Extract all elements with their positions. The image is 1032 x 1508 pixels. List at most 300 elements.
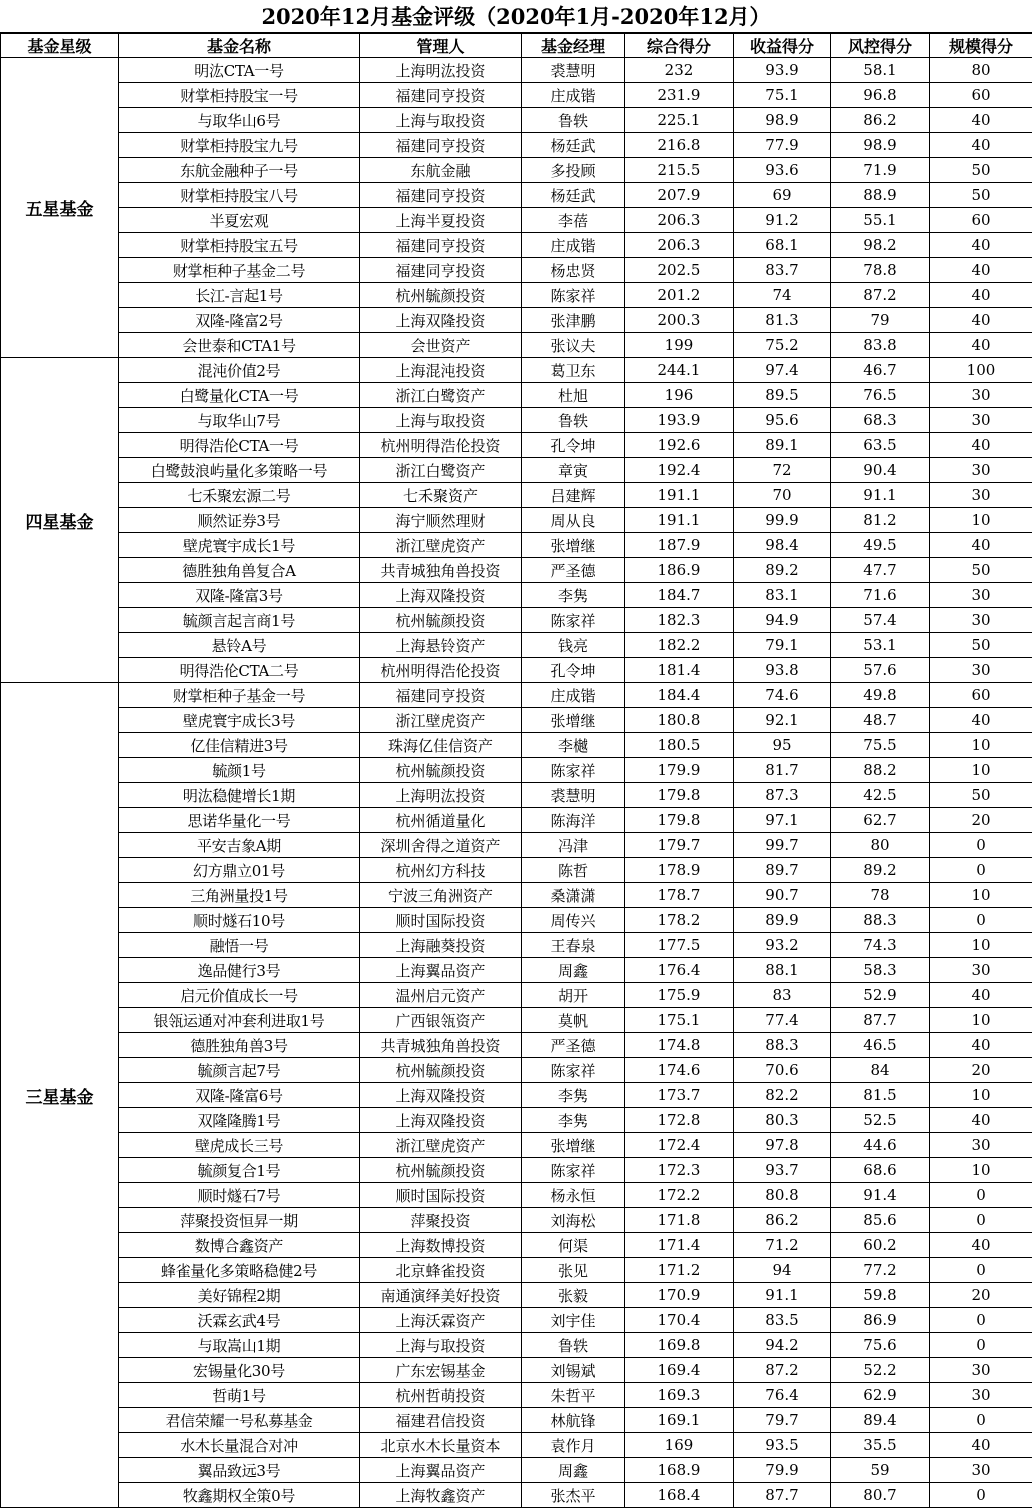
fund-name-cell: 财掌柜持股宝八号 [119,183,360,208]
table-row [1,958,1032,983]
scale-score-cell: 50 [930,183,1032,208]
manager-cell: 福建同亨投资 [360,83,522,108]
manager-cell: 上海明汯投资 [360,58,522,83]
star-level-cell: 四星基金 [1,358,119,683]
return-score-cell: 97.8 [734,1133,831,1158]
table-row [1,683,1032,708]
manager-cell: 顺时国际投资 [360,908,522,933]
table-row [1,208,1032,233]
table-row [1,1083,1032,1108]
total-score-cell: 175.1 [625,1008,734,1033]
fund-manager-cell: 杨忠贤 [522,258,625,283]
total-score-cell: 169.4 [625,1358,734,1383]
risk-score-cell: 59 [831,1458,930,1483]
table-row [1,83,1032,108]
fund-manager-cell: 李隽 [522,1083,625,1108]
manager-cell: 浙江壁虎资产 [360,533,522,558]
risk-score-cell: 62.9 [831,1383,930,1408]
risk-score-cell: 35.5 [831,1433,930,1458]
risk-score-cell: 84 [831,1058,930,1083]
fund-name-cell: 与取嵩山1期 [119,1333,360,1358]
table-row [1,1483,1032,1508]
table-row [1,233,1032,258]
fund-name-cell: 翼品致远3号 [119,1458,360,1483]
total-score-cell: 169.8 [625,1333,734,1358]
manager-cell: 上海双隆投资 [360,583,522,608]
fund-manager-cell: 鲁轶 [522,1333,625,1358]
scale-score-cell: 20 [930,1283,1032,1308]
table-row [1,983,1032,1008]
manager-cell: 杭州明得浩伦投资 [360,658,522,683]
total-score-cell: 172.2 [625,1183,734,1208]
total-score-cell: 192.4 [625,458,734,483]
fund-manager-cell: 陈海洋 [522,808,625,833]
scale-score-cell: 10 [930,1008,1032,1033]
manager-cell: 杭州幻方科技 [360,858,522,883]
manager-cell: 上海牧鑫资产 [360,1483,522,1508]
fund-manager-cell: 杨永恒 [522,1183,625,1208]
total-score-cell: 231.9 [625,83,734,108]
table-row [1,508,1032,533]
table-row [1,1033,1032,1058]
risk-score-cell: 49.5 [831,533,930,558]
fund-manager-cell: 张增继 [522,533,625,558]
scale-score-cell: 50 [930,558,1032,583]
fund-manager-cell: 杨廷武 [522,133,625,158]
risk-score-cell: 71.9 [831,158,930,183]
manager-cell: 北京蜂雀投资 [360,1258,522,1283]
risk-score-cell: 52.2 [831,1358,930,1383]
scale-score-cell: 30 [930,1383,1032,1408]
manager-cell: 杭州毓颜投资 [360,1158,522,1183]
risk-score-cell: 81.5 [831,1083,930,1108]
return-score-cell: 74 [734,283,831,308]
scale-score-cell: 0 [930,1258,1032,1283]
fund-name-cell: 双隆隆腾1号 [119,1108,360,1133]
return-score-cell: 88.3 [734,1033,831,1058]
fund-name-cell: 数博合鑫资产 [119,1233,360,1258]
manager-cell: 东航金融 [360,158,522,183]
total-score-cell: 171.2 [625,1258,734,1283]
scale-score-cell: 30 [930,608,1032,633]
table-row [1,1158,1032,1183]
fund-manager-cell: 林航锋 [522,1408,625,1433]
table-row [1,458,1032,483]
fund-manager-cell: 陈家祥 [522,758,625,783]
fund-name-cell: 银瓴运通对冲套利进取1号 [119,1008,360,1033]
manager-cell: 南通演绎美好投资 [360,1283,522,1308]
fund-manager-cell: 李樾 [522,733,625,758]
fund-name-cell: 七禾聚宏源二号 [119,483,360,508]
risk-score-cell: 78.8 [831,258,930,283]
risk-score-cell: 42.5 [831,783,930,808]
table-row [1,1108,1032,1133]
total-score-cell: 206.3 [625,208,734,233]
total-score-cell: 215.5 [625,158,734,183]
return-score-cell: 82.2 [734,1083,831,1108]
table-row [1,358,1032,383]
risk-score-cell: 58.1 [831,58,930,83]
total-score-cell: 171.8 [625,1208,734,1233]
scale-score-cell: 50 [930,633,1032,658]
fund-manager-cell: 陈家祥 [522,608,625,633]
return-score-cell: 77.9 [734,133,831,158]
manager-cell: 福建君信投资 [360,1408,522,1433]
table-row [1,583,1032,608]
fund-manager-cell: 孔令坤 [522,433,625,458]
return-score-cell: 89.9 [734,908,831,933]
table-row [1,1183,1032,1208]
manager-cell: 杭州毓颜投资 [360,608,522,633]
fund-manager-cell: 裘慧明 [522,783,625,808]
risk-score-cell: 46.7 [831,358,930,383]
header-return-score: 收益得分 [734,34,831,58]
manager-cell: 北京水木长量资本 [360,1433,522,1458]
scale-score-cell: 10 [930,883,1032,908]
scale-score-cell: 40 [930,983,1032,1008]
table-row [1,308,1032,333]
scale-score-cell: 40 [930,1433,1032,1458]
total-score-cell: 180.5 [625,733,734,758]
return-score-cell: 75.1 [734,83,831,108]
return-score-cell: 91.1 [734,1283,831,1308]
risk-score-cell: 44.6 [831,1133,930,1158]
table-row [1,883,1032,908]
fund-name-cell: 水木长量混合对冲 [119,1433,360,1458]
table-row [1,183,1032,208]
fund-manager-cell: 章寅 [522,458,625,483]
risk-score-cell: 91.4 [831,1183,930,1208]
risk-score-cell: 60.2 [831,1233,930,1258]
fund-manager-cell: 陈家祥 [522,1058,625,1083]
fund-manager-cell: 刘锡斌 [522,1358,625,1383]
scale-score-cell: 30 [930,1358,1032,1383]
scale-score-cell: 40 [930,1233,1032,1258]
total-score-cell: 200.3 [625,308,734,333]
fund-manager-cell: 刘海松 [522,1208,625,1233]
manager-cell: 广东宏锡基金 [360,1358,522,1383]
total-score-cell: 184.7 [625,583,734,608]
table-row [1,908,1032,933]
total-score-cell: 181.4 [625,658,734,683]
total-score-cell: 206.3 [625,233,734,258]
return-score-cell: 93.5 [734,1433,831,1458]
total-score-cell: 196 [625,383,734,408]
return-score-cell: 98.4 [734,533,831,558]
return-score-cell: 70.6 [734,1058,831,1083]
risk-score-cell: 87.7 [831,1008,930,1033]
fund-manager-cell: 袁作月 [522,1433,625,1458]
risk-score-cell: 77.2 [831,1258,930,1283]
total-score-cell: 193.9 [625,408,734,433]
manager-cell: 上海与取投资 [360,108,522,133]
fund-name-cell: 毓颜1号 [119,758,360,783]
fund-name-cell: 哲萌1号 [119,1383,360,1408]
fund-manager-cell: 鲁轶 [522,108,625,133]
table-row [1,433,1032,458]
fund-manager-cell: 张毅 [522,1283,625,1308]
total-score-cell: 174.8 [625,1033,734,1058]
manager-cell: 浙江白鹭资产 [360,458,522,483]
total-score-cell: 173.7 [625,1083,734,1108]
table-row [1,58,1032,83]
scale-score-cell: 0 [930,1333,1032,1358]
risk-score-cell: 49.8 [831,683,930,708]
fund-manager-cell: 吕建辉 [522,483,625,508]
risk-score-cell: 75.6 [831,1333,930,1358]
fund-name-cell: 财掌柜种子基金一号 [119,683,360,708]
manager-cell: 福建同亨投资 [360,183,522,208]
fund-name-cell: 壁虎成长三号 [119,1133,360,1158]
scale-score-cell: 0 [930,858,1032,883]
header-manager: 管理人 [360,34,522,58]
manager-cell: 上海融葵投资 [360,933,522,958]
manager-cell: 浙江壁虎资产 [360,1133,522,1158]
table-row [1,408,1032,433]
total-score-cell: 174.6 [625,1058,734,1083]
fund-manager-cell: 周从良 [522,508,625,533]
return-score-cell: 95 [734,733,831,758]
fund-name-cell: 明汯CTA一号 [119,58,360,83]
table-row [1,783,1032,808]
scale-score-cell: 30 [930,1133,1032,1158]
table-row [1,1208,1032,1233]
fund-name-cell: 财掌柜持股宝五号 [119,233,360,258]
scale-score-cell: 10 [930,508,1032,533]
manager-cell: 萍聚投资 [360,1208,522,1233]
table-row [1,533,1032,558]
table-row [1,658,1032,683]
total-score-cell: 191.1 [625,508,734,533]
return-score-cell: 83.7 [734,258,831,283]
return-score-cell: 94.9 [734,608,831,633]
fund-name-cell: 财掌柜种子基金二号 [119,258,360,283]
manager-cell: 上海双隆投资 [360,1108,522,1133]
risk-score-cell: 87.2 [831,283,930,308]
fund-manager-cell: 裘慧明 [522,58,625,83]
return-score-cell: 87.3 [734,783,831,808]
scale-score-cell: 10 [930,758,1032,783]
manager-cell: 上海明汯投资 [360,783,522,808]
fund-name-cell: 财掌柜持股宝一号 [119,83,360,108]
table-row [1,833,1032,858]
return-score-cell: 87.2 [734,1358,831,1383]
return-score-cell: 68.1 [734,233,831,258]
risk-score-cell: 78 [831,883,930,908]
total-score-cell: 168.9 [625,1458,734,1483]
fund-name-cell: 顺然证券3号 [119,508,360,533]
fund-name-cell: 壁虎寰宇成长3号 [119,708,360,733]
risk-score-cell: 96.8 [831,83,930,108]
scale-score-cell: 40 [930,258,1032,283]
return-score-cell: 79.7 [734,1408,831,1433]
table-row [1,1383,1032,1408]
scale-score-cell: 30 [930,483,1032,508]
scale-score-cell: 0 [930,1483,1032,1508]
manager-cell: 杭州毓颜投资 [360,1058,522,1083]
risk-score-cell: 76.5 [831,383,930,408]
fund-manager-cell: 张增继 [522,1133,625,1158]
table-row [1,1433,1032,1458]
total-score-cell: 172.3 [625,1158,734,1183]
fund-name-cell: 毓颜言起言商1号 [119,608,360,633]
table-row [1,1133,1032,1158]
manager-cell: 深圳舍得之道资产 [360,833,522,858]
fund-name-cell: 平安吉象A期 [119,833,360,858]
scale-score-cell: 0 [930,1308,1032,1333]
total-score-cell: 182.2 [625,633,734,658]
fund-name-cell: 壁虎寰宇成长1号 [119,533,360,558]
total-score-cell: 225.1 [625,108,734,133]
fund-name-cell: 融悟一号 [119,933,360,958]
risk-score-cell: 88.3 [831,908,930,933]
return-score-cell: 97.1 [734,808,831,833]
manager-cell: 福建同亨投资 [360,683,522,708]
fund-manager-cell: 严圣德 [522,1033,625,1058]
scale-score-cell: 0 [930,1208,1032,1233]
return-score-cell: 87.7 [734,1483,831,1508]
table-row [1,108,1032,133]
total-score-cell: 172.8 [625,1108,734,1133]
fund-name-cell: 顺时燧石10号 [119,908,360,933]
table-row [1,808,1032,833]
fund-manager-cell: 庄成锴 [522,233,625,258]
total-score-cell: 201.2 [625,283,734,308]
table-row [1,133,1032,158]
table-row [1,708,1032,733]
risk-score-cell: 83.8 [831,333,930,358]
risk-score-cell: 63.5 [831,433,930,458]
return-score-cell: 75.2 [734,333,831,358]
fund-name-cell: 萍聚投资恒昇一期 [119,1208,360,1233]
fund-manager-cell: 张杰平 [522,1483,625,1508]
scale-score-cell: 100 [930,358,1032,383]
total-score-cell: 184.4 [625,683,734,708]
fund-name-cell: 牧鑫期权全策0号 [119,1483,360,1508]
risk-score-cell: 80.7 [831,1483,930,1508]
fund-name-cell: 毓颜复合1号 [119,1158,360,1183]
scale-score-cell: 50 [930,158,1032,183]
header-total-score: 综合得分 [625,34,734,58]
fund-name-cell: 明汯稳健增长1期 [119,783,360,808]
return-score-cell: 77.4 [734,1008,831,1033]
risk-score-cell: 46.5 [831,1033,930,1058]
header-fund-name: 基金名称 [119,34,360,58]
scale-score-cell: 30 [930,408,1032,433]
fund-name-cell: 长江-言起1号 [119,283,360,308]
scale-score-cell: 40 [930,108,1032,133]
manager-cell: 共青城独角兽投资 [360,1033,522,1058]
total-score-cell: 171.4 [625,1233,734,1258]
risk-score-cell: 52.5 [831,1108,930,1133]
manager-cell: 杭州循道量化 [360,808,522,833]
header-fund-manager: 基金经理 [522,34,625,58]
scale-score-cell: 0 [930,908,1032,933]
return-score-cell: 79.1 [734,633,831,658]
return-score-cell: 98.9 [734,108,831,133]
total-score-cell: 168.4 [625,1483,734,1508]
total-score-cell: 177.5 [625,933,734,958]
fund-name-cell: 会世泰和CTA1号 [119,333,360,358]
fund-manager-cell: 莫帆 [522,1008,625,1033]
table-row [1,1233,1032,1258]
total-score-cell: 170.9 [625,1283,734,1308]
scale-score-cell: 40 [930,708,1032,733]
total-score-cell: 178.7 [625,883,734,908]
total-score-cell: 179.8 [625,808,734,833]
fund-name-cell: 与取华山7号 [119,408,360,433]
sheet-title: 2020年12月基金评级（2020年1月-2020年12月） [0,0,1032,33]
fund-name-cell: 思诺华量化一号 [119,808,360,833]
manager-cell: 上海与取投资 [360,408,522,433]
return-score-cell: 80.3 [734,1108,831,1133]
table-row [1,1333,1032,1358]
return-score-cell: 79.9 [734,1458,831,1483]
scale-score-cell: 60 [930,208,1032,233]
total-score-cell: 202.5 [625,258,734,283]
return-score-cell: 94 [734,1258,831,1283]
table-row [1,158,1032,183]
manager-cell: 宁波三角洲资产 [360,883,522,908]
manager-cell: 温州启元资产 [360,983,522,1008]
manager-cell: 上海悬铃资产 [360,633,522,658]
fund-name-cell: 双隆-隆富2号 [119,308,360,333]
fund-manager-cell: 李隽 [522,1108,625,1133]
fund-manager-cell: 孔令坤 [522,658,625,683]
manager-cell: 福建同亨投资 [360,258,522,283]
fund-name-cell: 白鹭量化CTA一号 [119,383,360,408]
scale-score-cell: 40 [930,433,1032,458]
return-score-cell: 69 [734,183,831,208]
fund-name-cell: 白鹭鼓浪屿量化多策略一号 [119,458,360,483]
manager-cell: 共青城独角兽投资 [360,558,522,583]
return-score-cell: 93.2 [734,933,831,958]
risk-score-cell: 88.2 [831,758,930,783]
total-score-cell: 179.8 [625,783,734,808]
risk-score-cell: 89.4 [831,1408,930,1433]
risk-score-cell: 55.1 [831,208,930,233]
total-score-cell: 169 [625,1433,734,1458]
fund-manager-cell: 陈哲 [522,858,625,883]
manager-cell: 上海半夏投资 [360,208,522,233]
risk-score-cell: 91.1 [831,483,930,508]
return-score-cell: 83.5 [734,1308,831,1333]
total-score-cell: 179.7 [625,833,734,858]
manager-cell: 杭州哲萌投资 [360,1383,522,1408]
scale-score-cell: 30 [930,1458,1032,1483]
risk-score-cell: 86.2 [831,108,930,133]
scale-score-cell: 40 [930,533,1032,558]
fund-name-cell: 财掌柜持股宝九号 [119,133,360,158]
fund-manager-cell: 周鑫 [522,958,625,983]
risk-score-cell: 57.6 [831,658,930,683]
table-row [1,483,1032,508]
fund-manager-cell: 严圣德 [522,558,625,583]
fund-manager-cell: 朱哲平 [522,1383,625,1408]
return-score-cell: 83.1 [734,583,831,608]
scale-score-cell: 40 [930,233,1032,258]
total-score-cell: 187.9 [625,533,734,558]
fund-name-cell: 蜂雀量化多策略稳健2号 [119,1258,360,1283]
manager-cell: 上海混沌投资 [360,358,522,383]
return-score-cell: 93.6 [734,158,831,183]
return-score-cell: 99.7 [734,833,831,858]
table-row [1,858,1032,883]
risk-score-cell: 48.7 [831,708,930,733]
fund-manager-cell: 周鑫 [522,1458,625,1483]
risk-score-cell: 59.8 [831,1283,930,1308]
fund-name-cell: 幻方鼎立01号 [119,858,360,883]
